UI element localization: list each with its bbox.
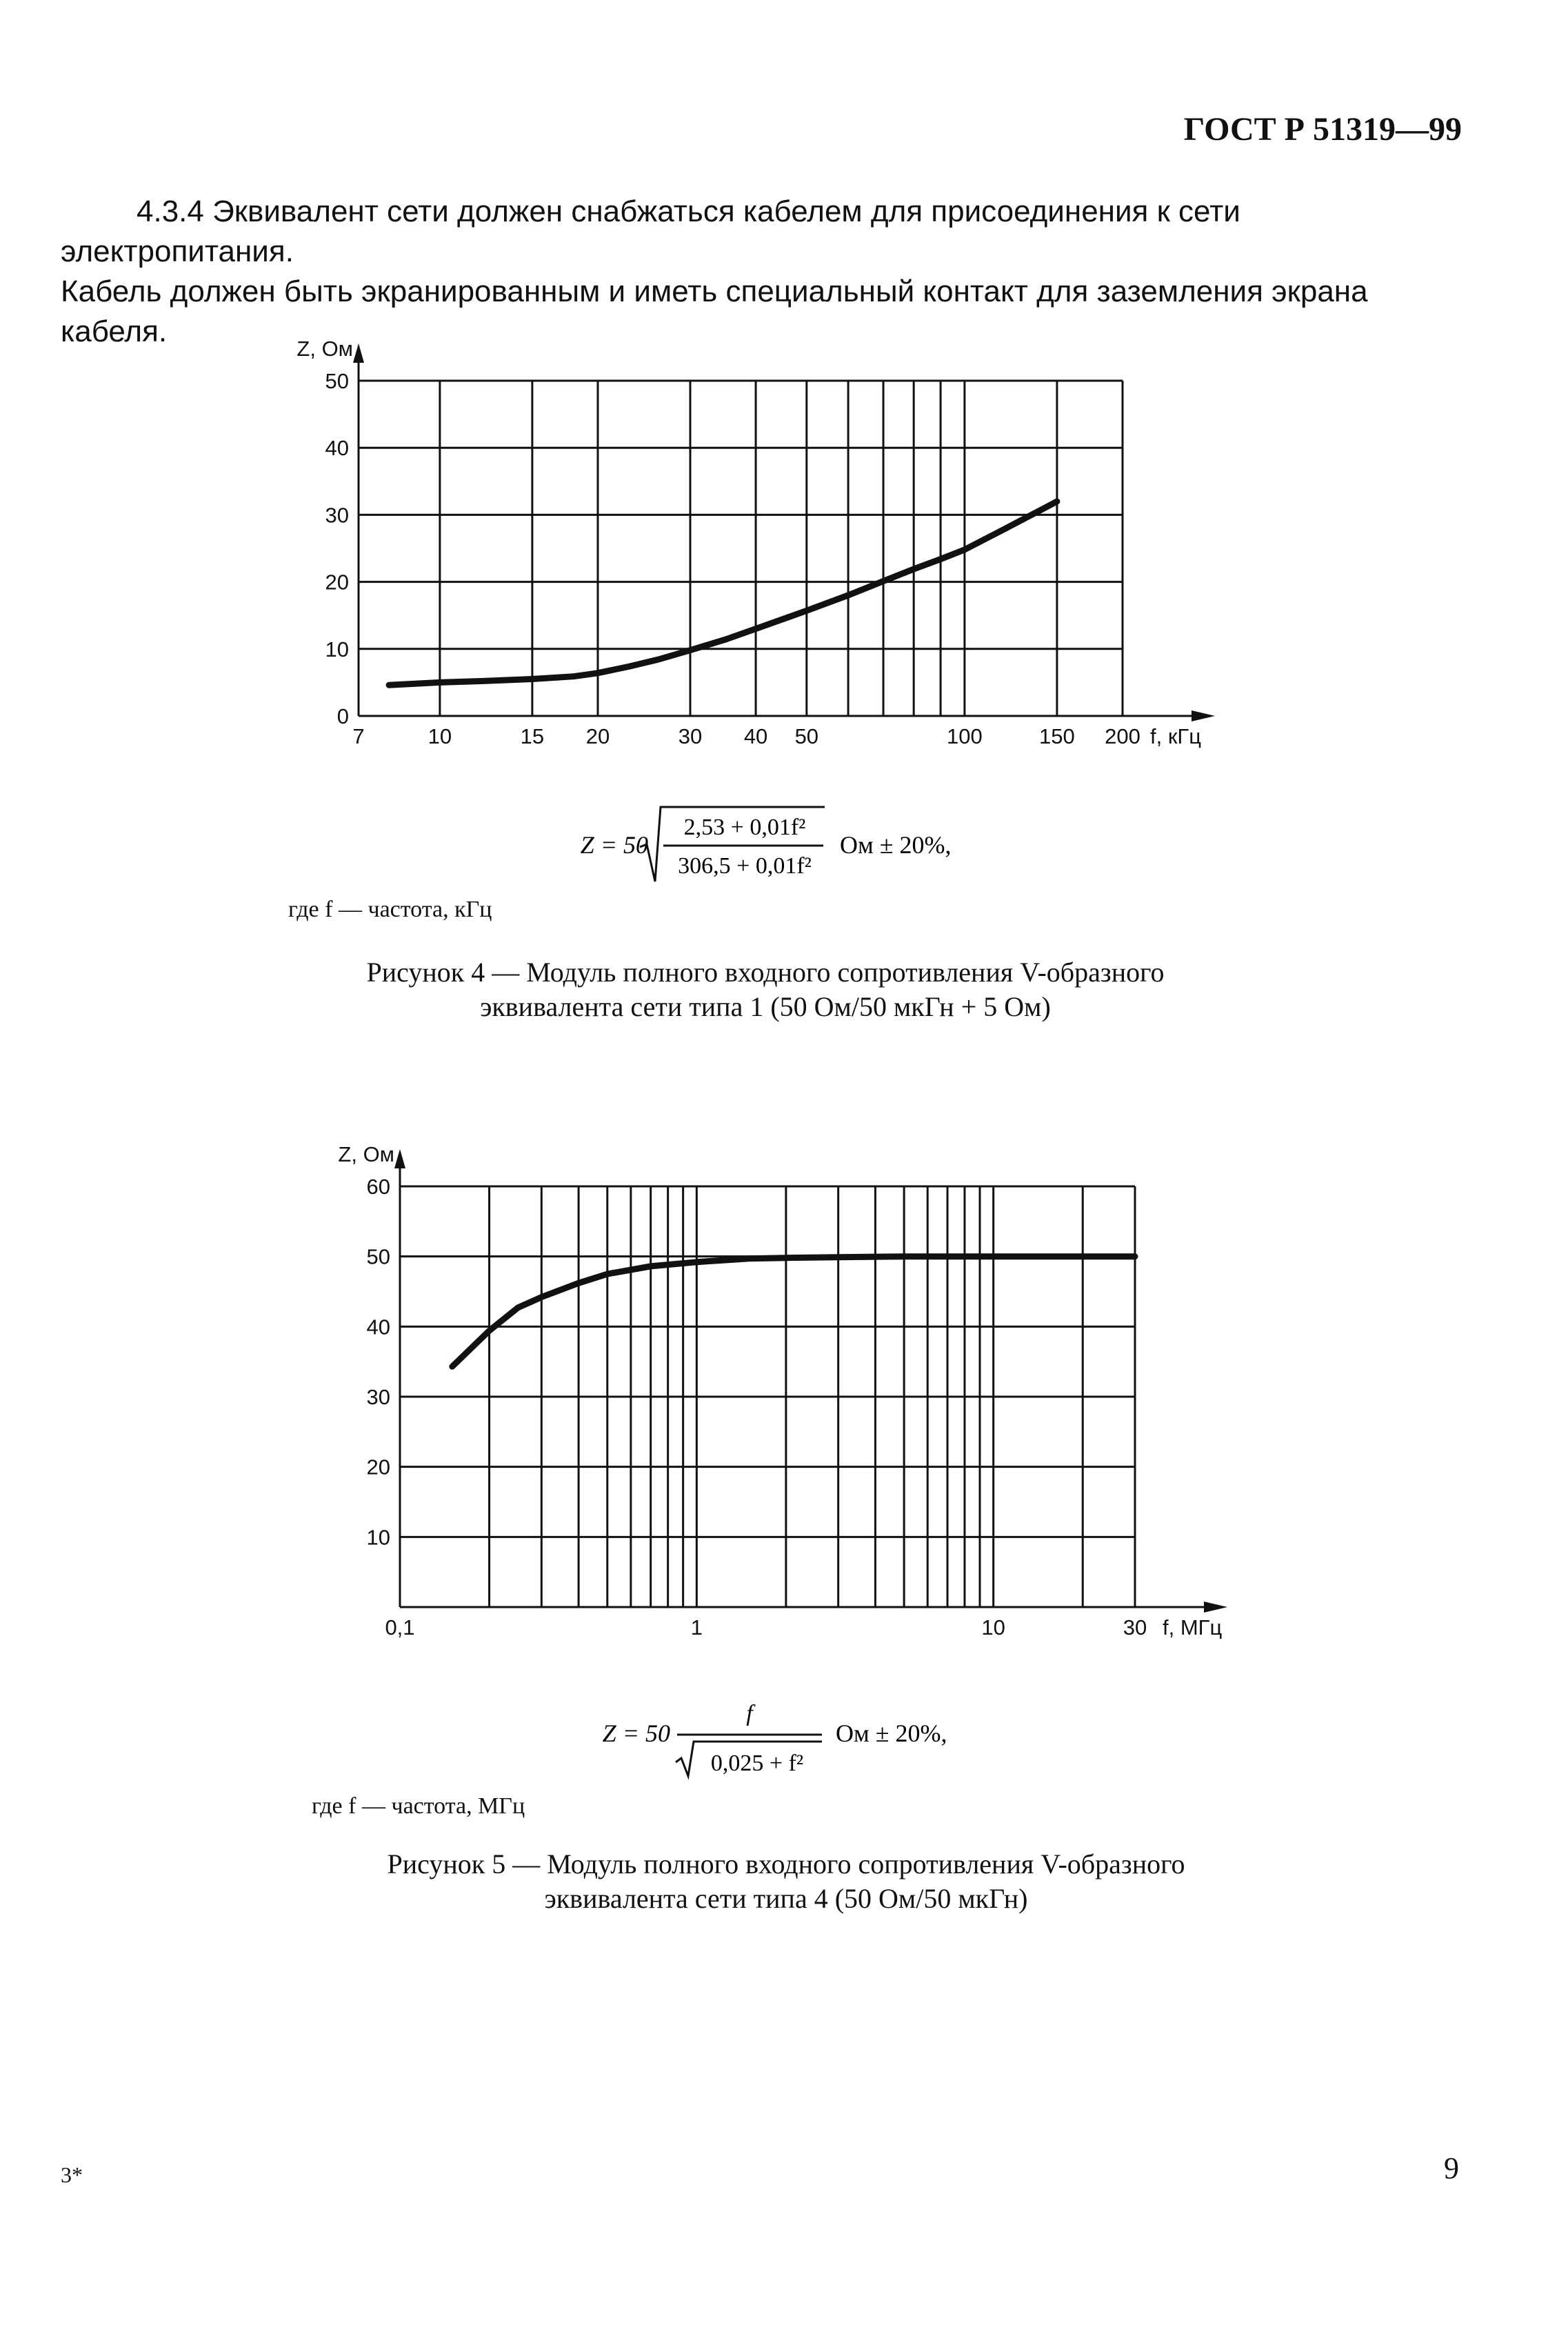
x-tick-label: 10 [428, 724, 452, 748]
y-tick-label: 60 [366, 1175, 390, 1199]
y-tick-label: 50 [366, 1244, 390, 1269]
paragraph-line-2: Кабель должен быть экранированным и иметь специальный контакт для заземления экрана кабеля. [61, 275, 1368, 348]
y-axis-arrow-icon [353, 343, 364, 363]
figure-4-formula [0, 793, 1568, 897]
x-tick-label: 0,1 [385, 1615, 415, 1639]
page-number: 9 [1444, 2151, 1459, 2185]
figure-5-caption-line-2: эквивалента сети типа 4 (50 Ом/50 мкГн) [544, 1883, 1028, 1914]
figure-4-curve [389, 501, 1057, 685]
figure-5-formula-denominator: 0,025 + f² [710, 1751, 804, 1776]
figure-5-formula-numerator: f [746, 1701, 753, 1726]
y-tick-label: 50 [325, 369, 349, 393]
figure-4-caption-line-1: Рисунок 4 — Модуль полного входного сопротивления V-образного [366, 957, 1165, 988]
x-tick-label: 10 [981, 1615, 1005, 1639]
figure-4-tick-labels [296, 337, 1201, 748]
figure-5-curve [452, 1257, 1135, 1367]
footer-mark: 3* [61, 2162, 83, 2187]
x-tick-label: 100 [947, 724, 983, 748]
figure-5-formula-suffix: Ом ± 20%, [836, 1719, 947, 1747]
x-tick-label: 30 [1123, 1615, 1147, 1639]
y-axis-arrow-icon [394, 1149, 405, 1168]
x-tick-label: 150 [1039, 724, 1075, 748]
x-axis-arrow-icon [1192, 710, 1215, 721]
x-tick-label: 50 [794, 724, 819, 748]
x-tick-label: 40 [743, 724, 768, 748]
figure-5-axes [394, 1149, 1227, 1613]
y-tick-label: 10 [366, 1525, 390, 1550]
figure-5-grid [400, 1186, 1135, 1607]
x-axis-arrow-icon [1204, 1602, 1227, 1613]
x-tick-label: 30 [678, 724, 703, 748]
figure-4-formula-denominator: 306,5 + 0,01f² [678, 853, 812, 879]
figure-5-variable-note: где f — частота, МГц [312, 1793, 525, 1819]
figure-4-formula-prefix: Z = 50 [580, 831, 648, 859]
y-tick-label: 30 [366, 1385, 390, 1409]
y-tick-label: 10 [325, 637, 349, 661]
figure-4-formula-numerator: 2,53 + 0,01f² [683, 815, 806, 840]
y-tick-label: 40 [366, 1315, 390, 1339]
y-tick-label: 20 [325, 570, 349, 595]
figure-4-caption-line-2: эквивалента сети типа 1 (50 Ом/50 мкГн + 5 Ом) [480, 991, 1051, 1022]
figure-4-grid [359, 381, 1123, 716]
y-tick-label: 0 [336, 704, 349, 728]
x-tick-label: 1 [690, 1615, 703, 1639]
impedance-curve-line [452, 1257, 1135, 1367]
figure-5-formula [0, 1686, 1568, 1783]
figure-5-caption-line-1: Рисунок 5 — Модуль полного входного сопротивления V-образного [387, 1848, 1185, 1880]
figure-5-formula-prefix: Z = 50 [602, 1719, 670, 1747]
figure-5-chart [0, 1117, 1568, 1676]
x-tick-label: 7 [352, 724, 365, 748]
x-axis-label: f, МГц [1163, 1615, 1223, 1639]
figure-4-caption [290, 955, 1241, 1024]
paragraph-line-1: 4.3.4 Эквивалент сети должен снабжаться кабелем для присоединения к сети электропитания. [61, 195, 1240, 268]
x-axis-label: f, кГц [1150, 724, 1201, 748]
document-header: ГОСТ Р 51319—99 [1183, 111, 1462, 148]
x-tick-label: 15 [520, 724, 545, 748]
x-tick-label: 200 [1105, 724, 1140, 748]
figure-5-tick-labels [338, 1142, 1222, 1639]
y-tick-label: 20 [366, 1455, 390, 1479]
y-tick-label: 40 [325, 436, 349, 461]
figure-5-caption [310, 1847, 1262, 1916]
figure-4-formula-suffix: Ом ± 20%, [840, 831, 952, 859]
y-tick-label: 30 [325, 503, 349, 528]
figure-4-axes [353, 343, 1215, 721]
y-axis-label: Z, Ом [338, 1142, 394, 1166]
x-tick-label: 20 [585, 724, 610, 748]
y-axis-label: Z, Ом [296, 337, 353, 361]
impedance-curve-line [389, 501, 1057, 685]
figure-4-variable-note: где f — частота, кГц [288, 897, 492, 922]
figure-4-chart [0, 303, 1568, 772]
